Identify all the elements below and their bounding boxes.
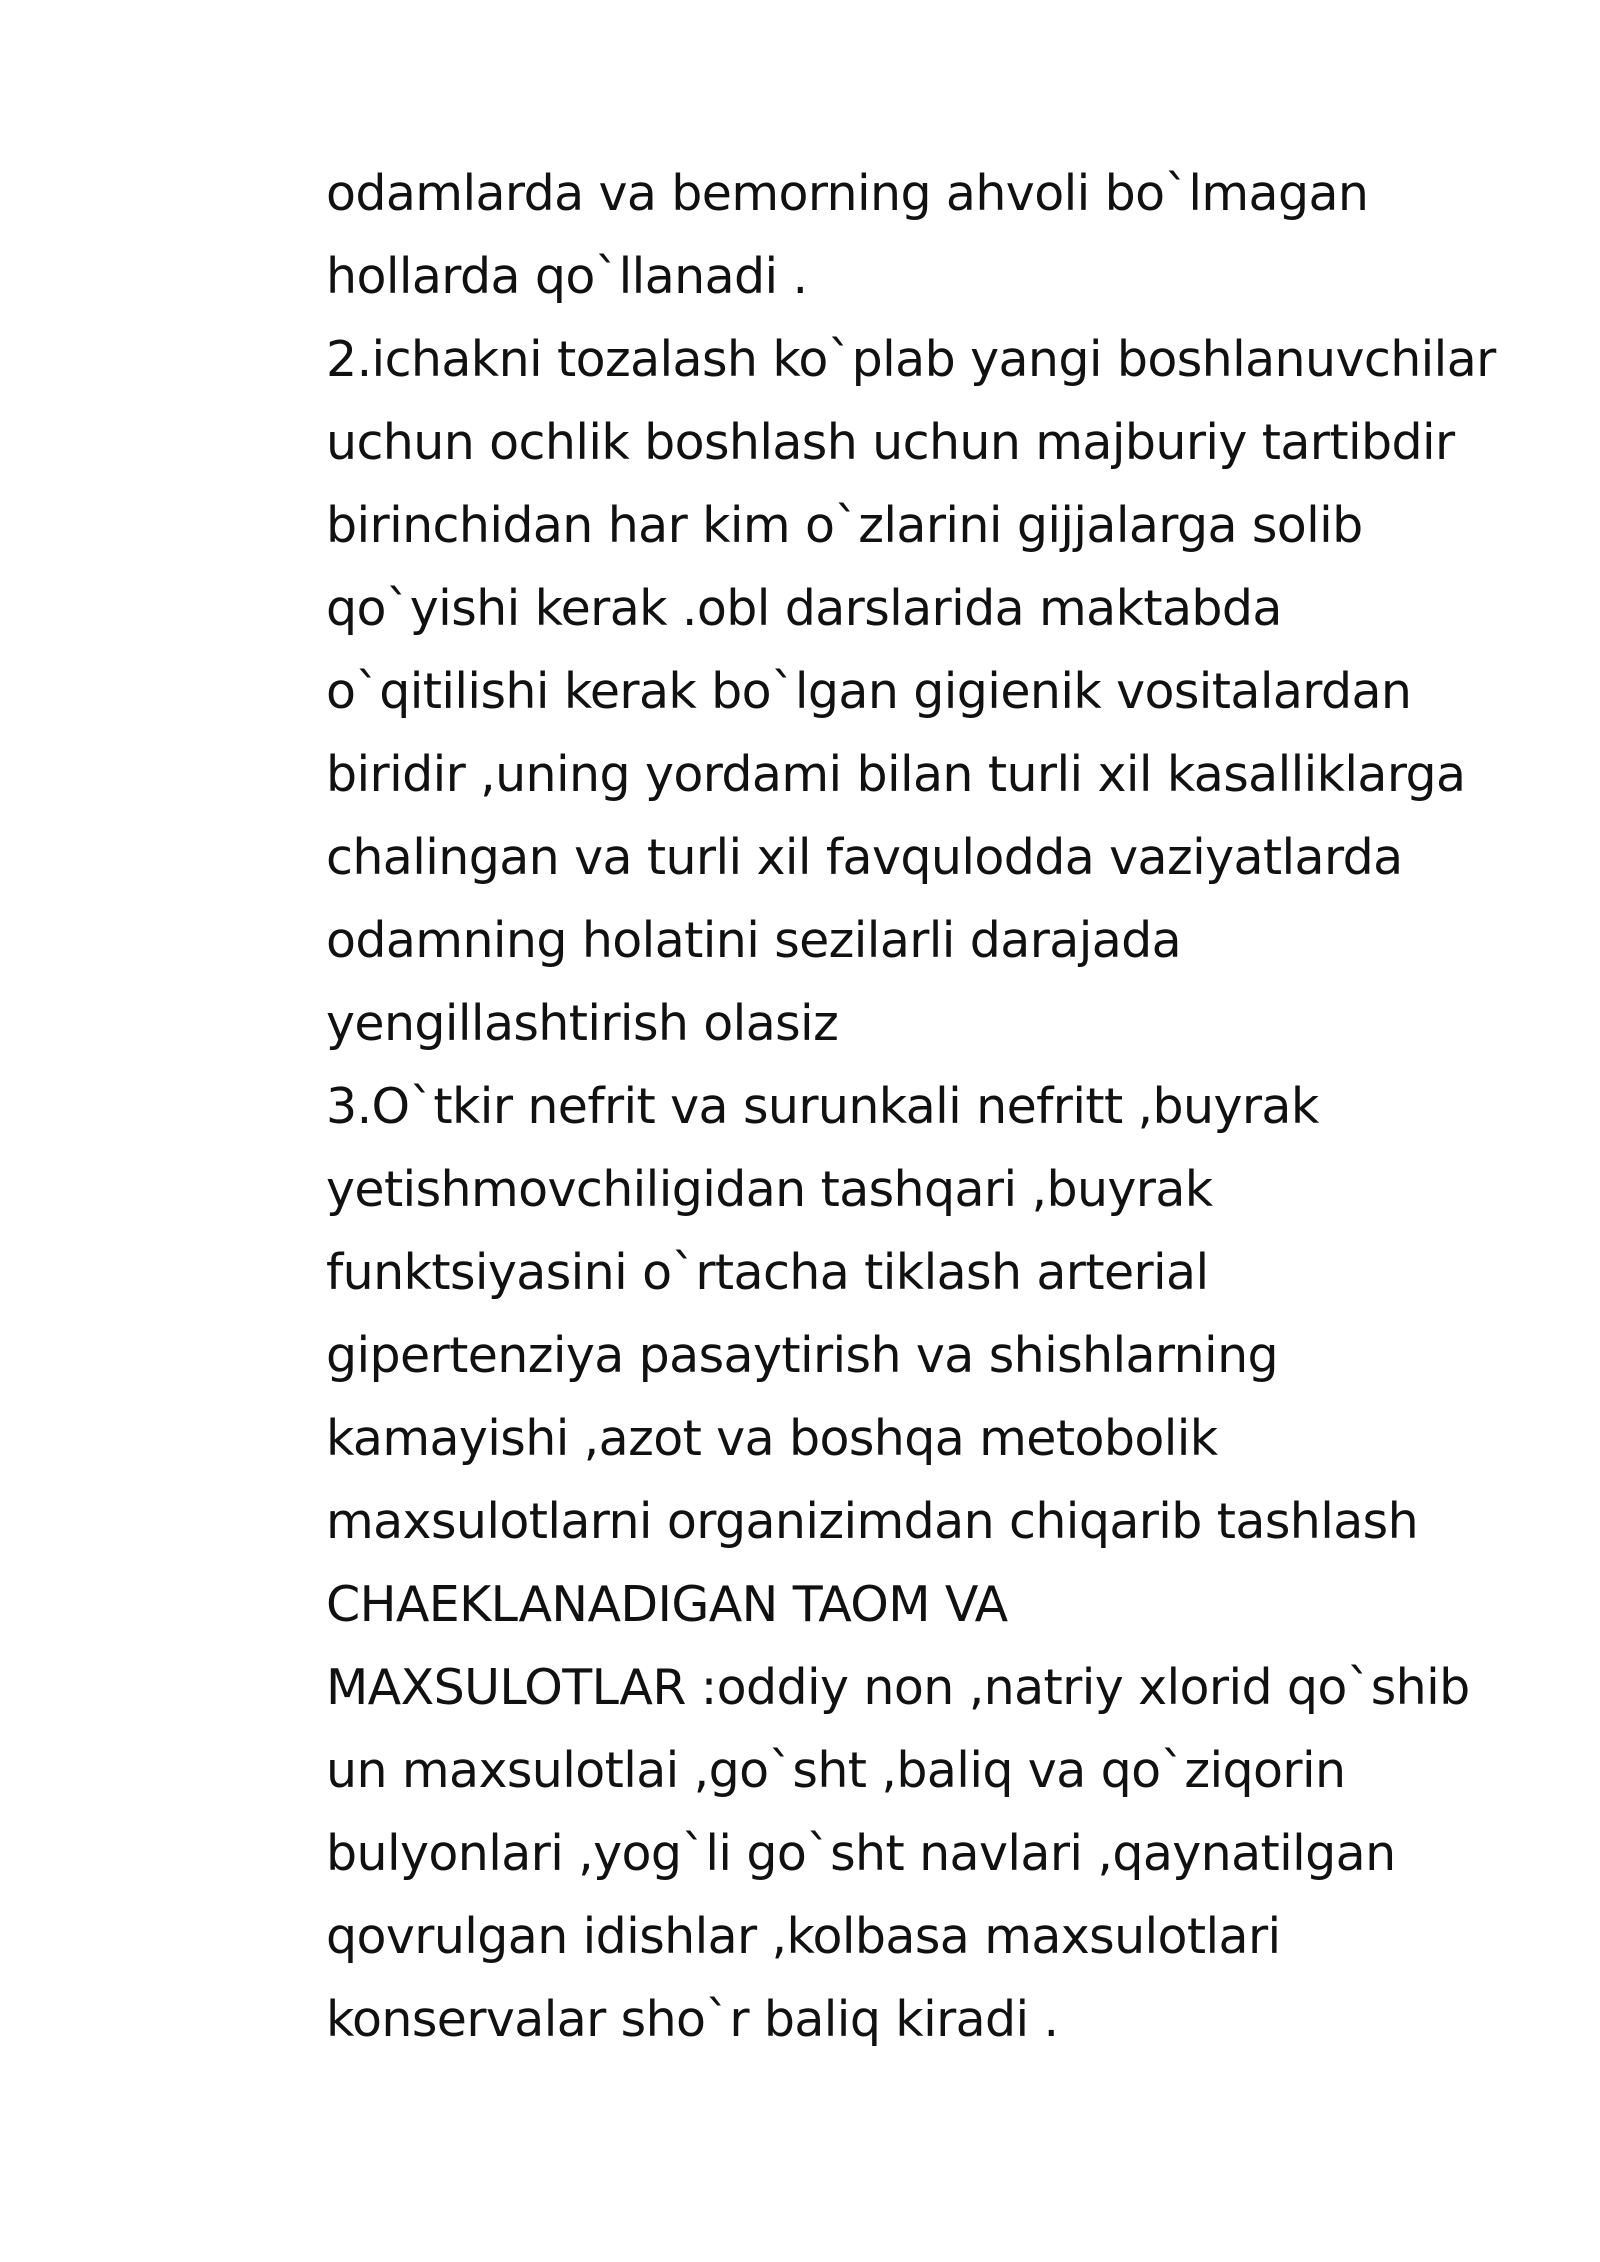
text-line: 2.ichakni tozalash ko`plab yangi boshlanuvchilar [326,331,1496,388]
text-line: bulyonlari ,yog`li go`sht navlari ,qaynatilgan [326,1825,1396,1882]
text-line: odamlarda va bemorning ahvoli bo`lmagan [326,165,1369,222]
text-line: maxsulotlarni organizimdan chiqarib tashlash [326,1493,1419,1550]
text-line: qovrulgan idishlar ,kolbasa maxsulotlari [326,1908,1281,1965]
text-line: biridir ,uning yordami bilan turli xil kasalliklarga [326,746,1466,803]
text-line: un maxsulotlai ,go`sht ,baliq va qo`ziqorin [326,1742,1346,1799]
text-line: yetishmovchiligidan tashqari ,buyrak [326,1161,1213,1218]
text-line: gipertenziya pasaytirish va shishlarning [326,1327,1279,1384]
text-line: kamayishi ,azot va boshqa metobolik [326,1410,1218,1467]
text-line: hollarda qo`llanadi . [326,248,808,305]
text-line: qo`yishi kerak .obl darslarida maktabda [326,580,1282,637]
text-line: funktsiyasini o`rtacha tiklash arterial [326,1244,1209,1301]
text-line: birinchidan har kim o`zlarini gijjalarga solib [326,497,1363,554]
text-line: uchun ochlik boshlash uchun majburiy tartibdir [326,414,1455,471]
text-line: yengillashtirish olasiz [326,995,839,1052]
text-line: odamning holatini sezilarli darajada [326,912,1182,969]
text-line: chalingan va turli xil favqulodda vaziyatlarda [326,829,1403,886]
text-line: o`qitilishi kerak bo`lgan gigienik vositalardan [326,663,1412,720]
body-text [326,152,1576,2061]
text-line: konservalar sho`r baliq kiradi . [326,1991,1059,2048]
text-line: MAXSULOTLAR :oddiy non ,natriy xlorid qo`shib [326,1659,1470,1716]
text-line: 3.O`tkir nefrit va surunkali nefritt ,buyrak [326,1078,1319,1135]
text-line: CHAEKLANADIGAN TAOM VA [326,1576,1008,1633]
